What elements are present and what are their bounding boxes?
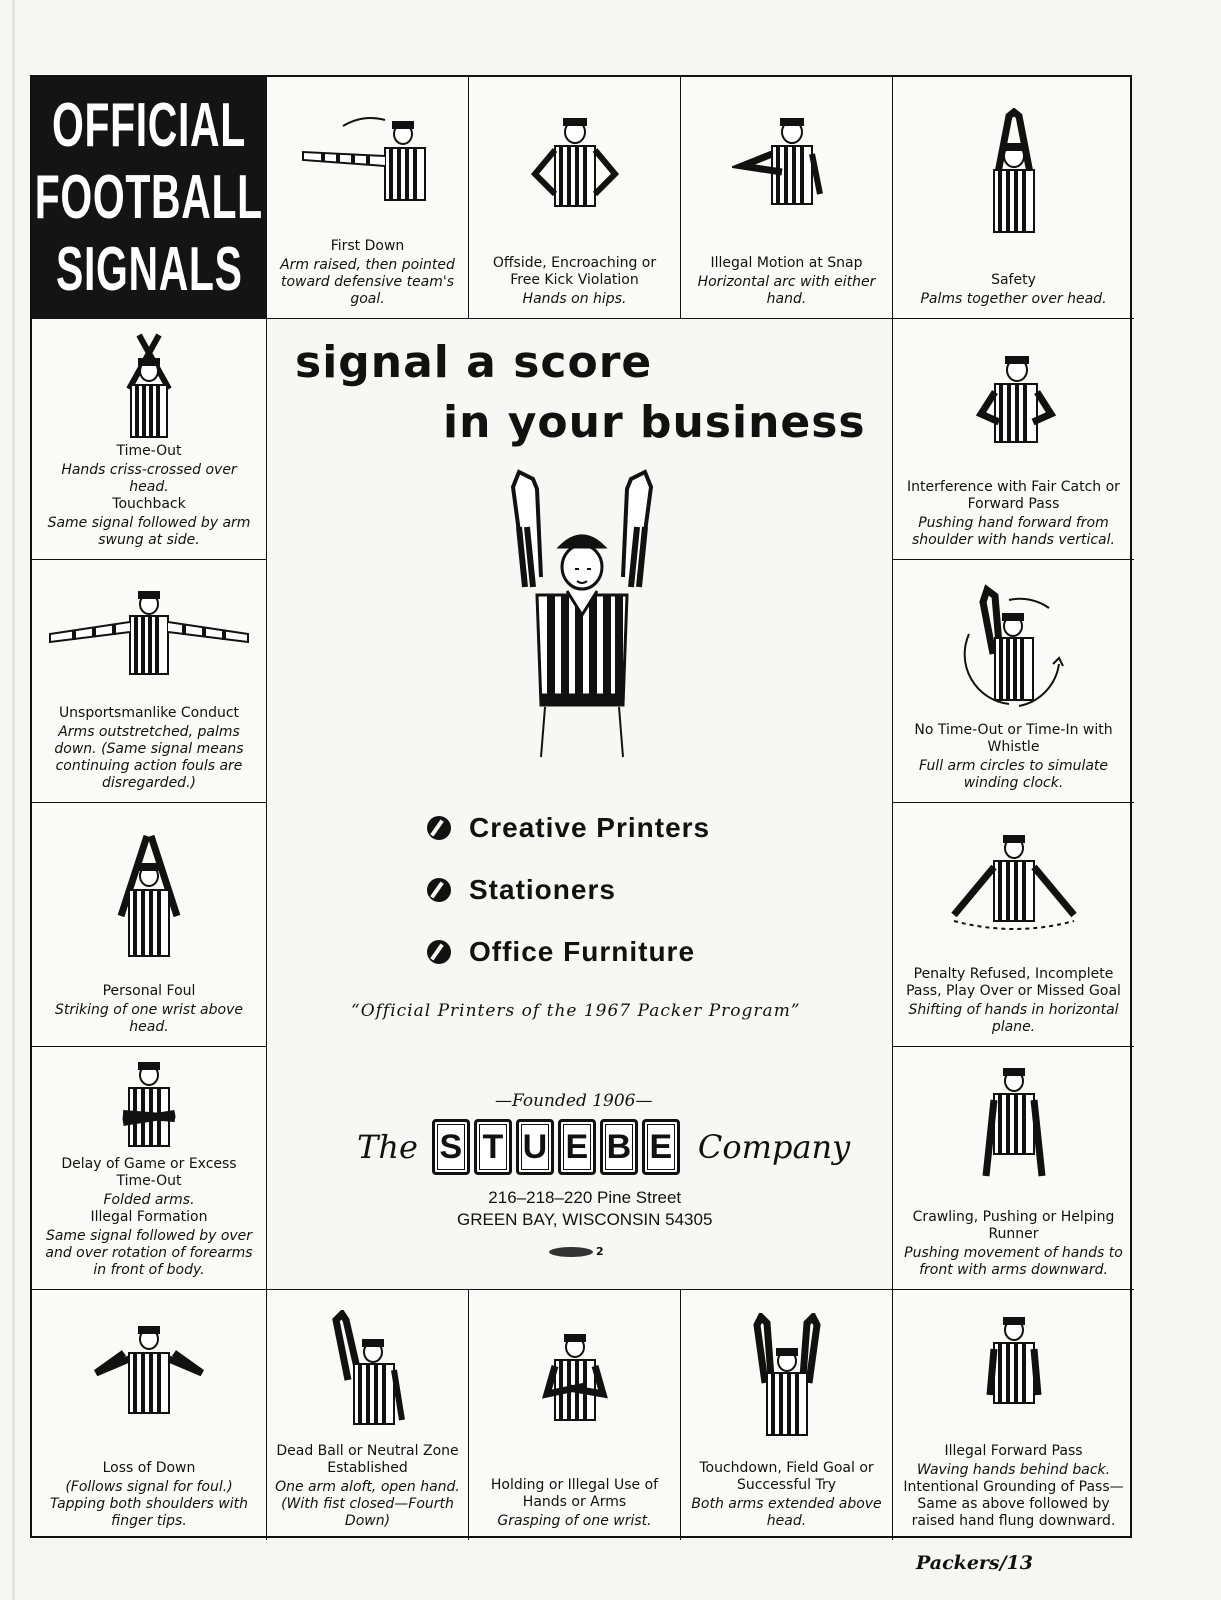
dead-ball-figure <box>275 1296 460 1443</box>
signal-interference <box>893 319 1134 560</box>
ad-founded: —Founded 1906— <box>495 1091 653 1111</box>
bullet-dot-icon <box>427 940 451 964</box>
letter-block: S <box>432 1119 470 1175</box>
bullet-label: Creative Printers <box>469 812 711 843</box>
touchdown-name: Touchdown, Field Goal or Successful Try <box>699 1460 874 1493</box>
delay-of-game-desc: Folded arms. <box>103 1192 195 1208</box>
illegal-motion-name: Illegal Motion at Snap <box>710 255 863 271</box>
unsportsmanlike-figure <box>40 566 258 705</box>
personal-foul-figure <box>40 809 258 983</box>
safety-name: Safety <box>991 272 1036 288</box>
address-city: GREEN BAY, WISCONSIN 54305 <box>457 1210 713 1229</box>
bullet-label: Stationers <box>469 874 616 905</box>
bullet-office-furniture <box>427 921 710 983</box>
company-address <box>457 1187 712 1231</box>
ad-headline-1: signal a score <box>295 337 653 388</box>
penalty-refused-name: Penalty Refused, Incomplete Pass, Play Over or Missed Goal <box>906 966 1121 999</box>
signals-grid <box>30 75 1132 1538</box>
letter-block: U <box>516 1119 554 1175</box>
illegal-motion-figure <box>689 83 884 255</box>
signal-delay-of-game <box>32 1047 267 1290</box>
penalty-refused-figure <box>901 809 1126 966</box>
ad-headline-2: in your business <box>443 397 866 448</box>
signal-penalty-refused <box>893 803 1134 1047</box>
illegal-forward-pass-desc: Waving hands behind back. <box>916 1462 1111 1478</box>
bullet-dot-icon <box>427 816 451 840</box>
signal-dead-ball <box>267 1290 469 1540</box>
offside-figure <box>477 83 672 255</box>
illegal-forward-pass-figure <box>901 1296 1126 1443</box>
touchback-name: Touchback <box>112 496 186 512</box>
bullet-creative-printers <box>427 797 710 859</box>
company-word: Company <box>697 1128 851 1166</box>
signal-first-down <box>267 77 469 319</box>
bullet-stationers <box>427 859 710 921</box>
touchback-desc: Same signal followed by arm swung at side. <box>47 515 251 548</box>
signal-safety <box>893 77 1134 319</box>
page-footer: Packers/13 <box>916 1552 1033 1574</box>
dead-ball-name: Dead Ball or Neutral Zone Established <box>276 1443 459 1476</box>
holding-figure <box>477 1296 672 1477</box>
loss-of-down-desc: (Follows signal for foul.) Tapping both shoulders with finger tips. <box>50 1479 248 1529</box>
company-logo <box>357 1119 850 1175</box>
signal-touchdown <box>681 1290 893 1540</box>
unsportsmanlike-name: Unsportsmanlike Conduct <box>58 705 240 721</box>
letter-block: E <box>642 1119 680 1175</box>
time-out-figure <box>40 325 258 443</box>
offside-desc: Hands on hips. <box>522 291 627 307</box>
safety-figure <box>901 83 1126 272</box>
crawling-figure <box>901 1053 1126 1209</box>
delay-of-game-figure <box>40 1053 258 1156</box>
union-label <box>549 1245 604 1258</box>
union-number: 2 <box>596 1245 604 1258</box>
first-down-figure <box>275 83 460 238</box>
letter-block: T <box>474 1119 512 1175</box>
ad-bullet-list <box>427 797 710 983</box>
personal-foul-desc: Striking of one wrist above head. <box>55 1002 243 1035</box>
referee-touchdown-illustration <box>497 467 667 767</box>
safety-desc: Palms together over head. <box>920 291 1107 307</box>
offside-name: Offside, Encroaching or Free Kick Violation <box>492 255 657 288</box>
bullet-dot-icon <box>427 878 451 902</box>
touchdown-figure <box>689 1296 884 1460</box>
penalty-refused-desc: Shifting of hands in horizontal plane. <box>908 1002 1119 1035</box>
ad-quote: “Official Printers of the 1967 Packer Program” <box>351 1001 801 1021</box>
company-letter-blocks <box>432 1119 684 1175</box>
company-the: The <box>357 1128 418 1166</box>
touchdown-desc: Both arms extended above head. <box>691 1496 882 1529</box>
page-edge <box>12 0 15 1600</box>
interference-figure <box>901 325 1126 479</box>
illegal-formation-name: Illegal Formation <box>90 1209 208 1225</box>
signal-personal-foul <box>32 803 267 1047</box>
title-line-1: OFFICIAL <box>52 91 246 160</box>
illegal-formation-desc: Same signal followed by over and over rotation of forearms in front of body. <box>45 1228 253 1278</box>
illegal-motion-desc: Horizontal arc with either hand. <box>697 274 876 307</box>
title-line-2: FOOTBALL <box>34 163 264 232</box>
stuebe-ad <box>267 319 893 1290</box>
time-out-name: Time-Out <box>116 443 182 459</box>
crawling-name: Crawling, Pushing or Helping Runner <box>912 1209 1115 1242</box>
holding-desc: Grasping of one wrist. <box>497 1513 652 1529</box>
signal-offside <box>469 77 681 319</box>
first-down-desc: Arm raised, then pointed toward defensive team's goal. <box>280 257 455 307</box>
letter-block: B <box>600 1119 638 1175</box>
unsportsmanlike-desc: Arms outstretched, palms down. (Same signal means continuing action fouls are disregarded.) <box>54 724 244 791</box>
signal-unsportsmanlike <box>32 560 267 803</box>
delay-of-game-name: Delay of Game or Excess Time-Out <box>61 1156 237 1189</box>
title-block <box>32 77 267 319</box>
loss-of-down-name: Loss of Down <box>102 1460 196 1476</box>
title-line-3: SIGNALS <box>55 235 243 304</box>
signal-loss-of-down <box>32 1290 267 1540</box>
no-time-out-name: No Time-Out or Time-In with Whistle <box>914 722 1113 755</box>
bullet-label: Office Furniture <box>469 936 696 967</box>
crawling-desc: Pushing movement of hands to front with arms downward. <box>904 1245 1123 1278</box>
signal-no-time-out <box>893 560 1134 803</box>
no-time-out-desc: Full arm circles to simulate winding clock. <box>918 758 1109 791</box>
signal-time-out <box>32 319 267 560</box>
time-out-desc: Hands criss-crossed over head. <box>61 462 237 495</box>
personal-foul-name: Personal Foul <box>102 983 196 999</box>
intentional-grounding-text: Intentional Grounding of Pass—Same as above followed by raised hand flung downward. <box>903 1479 1124 1529</box>
no-time-out-figure <box>901 566 1126 722</box>
signal-illegal-forward-pass <box>893 1290 1134 1540</box>
address-street: 216–218–220 Pine Street <box>488 1188 682 1207</box>
first-down-name: First Down <box>330 238 405 254</box>
union-bug-icon <box>549 1247 593 1257</box>
loss-of-down-figure <box>40 1296 258 1460</box>
illegal-forward-pass-name: Illegal Forward Pass <box>944 1443 1083 1459</box>
interference-name: Interference with Fair Catch or Forward Pass <box>907 479 1120 512</box>
dead-ball-desc: One arm aloft, open hand. (With fist closed—Fourth Down) <box>275 1479 460 1529</box>
holding-name: Holding or Illegal Use of Hands or Arms <box>490 1477 659 1510</box>
letter-block: E <box>558 1119 596 1175</box>
signal-illegal-motion <box>681 77 893 319</box>
signal-crawling <box>893 1047 1134 1290</box>
signal-holding <box>469 1290 681 1540</box>
interference-desc: Pushing hand forward from shoulder with hands vertical. <box>912 515 1115 548</box>
